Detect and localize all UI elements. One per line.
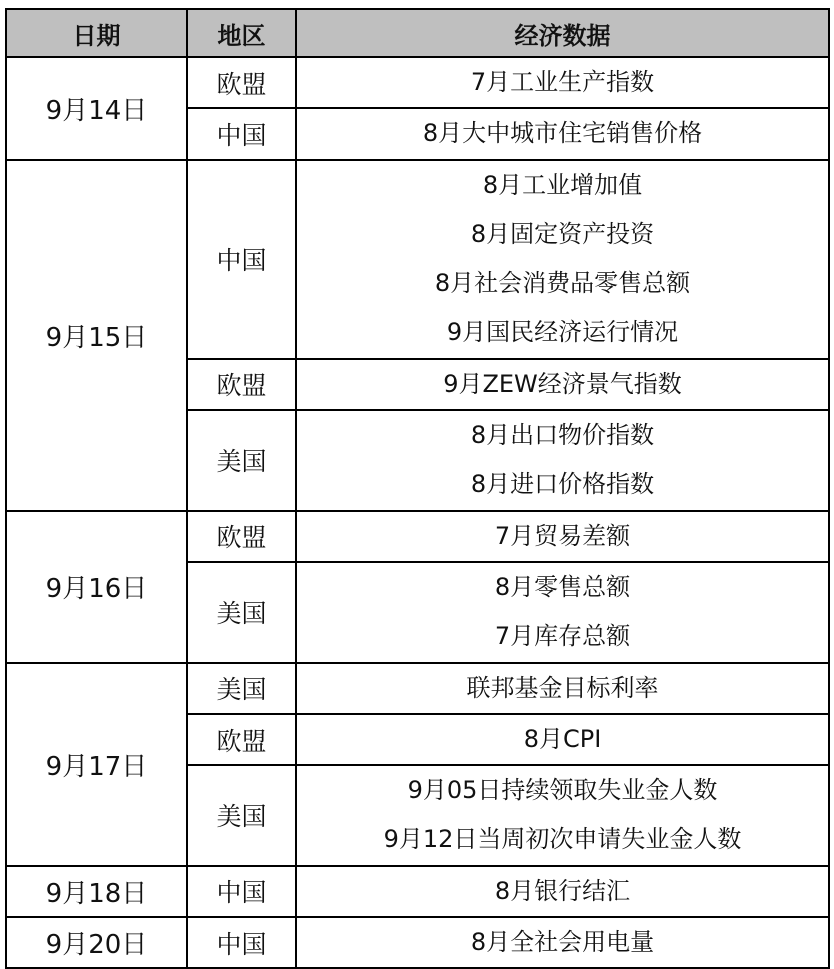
data-cell: [296, 511, 829, 562]
data-cell: [296, 57, 829, 108]
data-item: 7月工业生产指数: [470, 68, 655, 96]
region-cell: 中国: [187, 160, 296, 359]
data-cell: [296, 359, 829, 410]
region-cell: 中国: [187, 866, 296, 917]
data-item: 9月国民经济运行情况: [446, 318, 679, 347]
data-item: 9月05日持续领取失业金人数: [407, 776, 718, 805]
data-item: 8月零售总额: [494, 572, 631, 601]
region-cell: 欧盟: [187, 359, 296, 410]
region-cell: 中国: [187, 917, 296, 968]
table-row: [6, 160, 829, 359]
data-cell: [296, 108, 829, 159]
date-cell: 9月15日: [6, 160, 187, 511]
data-cell: [296, 714, 829, 765]
data-item: 联邦基金目标利率: [466, 673, 659, 702]
data-item: 8月CPI: [523, 724, 602, 753]
data-item: 8月出口物价指数: [470, 421, 655, 450]
data-cell: [296, 866, 829, 917]
region-cell: 美国: [187, 663, 296, 714]
region-cell: 美国: [187, 410, 296, 511]
header-row: [6, 9, 829, 57]
date-cell: 9月18日: [6, 866, 187, 917]
date-cell: 9月20日: [6, 917, 187, 968]
data-item: 9月12日当周初次申请失业金人数: [383, 825, 742, 854]
data-item: 8月大中城市住宅销售价格: [422, 119, 703, 148]
region-cell: 欧盟: [187, 57, 296, 108]
calendar-wrap: [5, 8, 830, 969]
data-item: 8月进口价格指数: [470, 470, 655, 499]
data-cell: [296, 562, 829, 663]
data-item: 8月全社会用电量: [470, 928, 655, 957]
header-date: 日期: [6, 9, 187, 57]
table-row: [6, 917, 829, 968]
data-item: 7月贸易差额: [494, 521, 631, 550]
date-cell: 9月14日: [6, 57, 187, 160]
date-cell: 9月17日: [6, 663, 187, 866]
header-region: 地区: [187, 9, 296, 57]
region-cell: 美国: [187, 562, 296, 663]
data-cell: [296, 663, 829, 714]
economic-calendar-table: [5, 8, 830, 969]
date-cell: 9月16日: [6, 511, 187, 663]
table-row: [6, 57, 829, 108]
data-item: 8月银行结汇: [494, 876, 631, 905]
data-cell: [296, 160, 829, 359]
region-cell: 美国: [187, 765, 296, 866]
data-item: 9月ZEW经济景气指数: [443, 369, 682, 398]
header-data: 经济数据: [296, 9, 829, 57]
data-cell: [296, 410, 829, 511]
data-item: 7月库存总额: [494, 622, 631, 651]
data-item: 8月社会消费品零售总额: [434, 269, 691, 298]
table-row: [6, 866, 829, 917]
region-cell: 欧盟: [187, 714, 296, 765]
data-cell: [296, 917, 829, 968]
region-cell: 中国: [187, 108, 296, 159]
table-row: [6, 663, 829, 714]
table-row: [6, 511, 829, 562]
data-cell: [296, 765, 829, 866]
region-cell: 欧盟: [187, 511, 296, 562]
data-item: 8月工业增加值: [482, 170, 643, 199]
data-item: 8月固定资产投资: [470, 219, 655, 248]
